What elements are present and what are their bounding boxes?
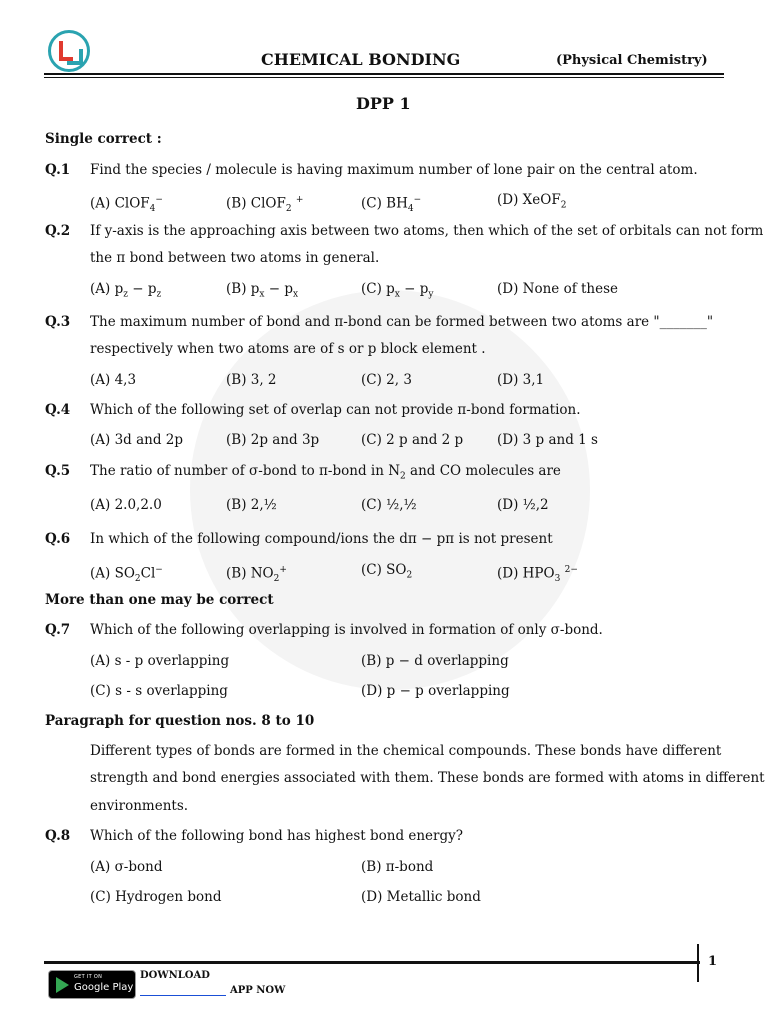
question-number: Q.8 (45, 828, 71, 844)
option-a: (A) s - p overlapping (90, 653, 230, 669)
question-text: In which of the following compound/ions the dπ − pπ is not present (90, 531, 553, 547)
option-a: (A) 3d and 2p (90, 432, 184, 448)
question-number: Q.7 (45, 622, 71, 638)
question-number: Q.2 (45, 223, 71, 239)
header-rule (44, 73, 724, 75)
paragraph-line: environments. (90, 798, 189, 814)
option-a: (A) $SO_2Cl^-$ (90, 565, 163, 585)
option-d: (D) XeOF$_2$ (497, 192, 567, 211)
option-b: (B) 2p and 3p (226, 432, 320, 448)
option-b: (B) $p_x - p_x$ (226, 281, 299, 300)
option-b: (B) π-bond (361, 859, 434, 875)
option-c: (C) 2, 3 (361, 372, 412, 388)
brand-logo (48, 30, 90, 72)
play-store-icon (56, 977, 69, 993)
option-a: (A) ClOF$_4$− (90, 195, 163, 215)
google-play-badge[interactable] (48, 970, 136, 999)
option-a: (A) σ-bond (90, 859, 163, 875)
question-text: The maximum number of bond and π-bond can be formed between two atoms are "_______" (90, 314, 714, 330)
download-link-line[interactable] (140, 995, 226, 996)
option-b: (B) 2,½ (226, 497, 277, 513)
doc-title: CHEMICAL BONDING (261, 50, 461, 69)
paragraph-line: Different types of bonds are formed in the chemical compounds. These bonds have different (90, 743, 722, 759)
option-d: (D) $HPO_3$ $^{2-}$ (497, 565, 578, 585)
footer-divider (697, 944, 699, 982)
question-text: Which of the following overlapping is involved in formation of only σ-bond. (90, 622, 603, 638)
option-d: (D) Metallic bond (361, 889, 481, 905)
page-number: 1 (708, 954, 718, 969)
question-text-line2: the π bond between two atoms in general. (90, 250, 380, 266)
app-now-label: APP NOW (230, 985, 286, 996)
question-number: Q.3 (45, 314, 71, 330)
option-d: (D) None of these (497, 281, 619, 297)
dpp-title: DPP 1 (356, 94, 411, 113)
header-rule-thin (44, 77, 724, 78)
option-d: (D) ½,2 (497, 497, 549, 513)
paragraph-line: strength and bond energies associated with them. These bonds are formed with atoms in different (90, 770, 765, 786)
option-b: (B) 3, 2 (226, 372, 277, 388)
option-b: (B) ClOF$_2$ + (226, 195, 304, 215)
option-a: (A) 2.0,2.0 (90, 497, 162, 513)
question-text: Find the species / molecule is having maximum number of lone pair on the central atom. (90, 162, 698, 178)
paragraph-heading: Paragraph for question nos. 8 to 10 (45, 713, 315, 729)
question-text: Which of the following set of overlap can not provide π-bond formation. (90, 402, 581, 418)
question-text: Which of the following bond has highest bond energy? (90, 828, 464, 844)
question-text: If y-axis is the approaching axis between two atoms, then which of the set of orbitals can not form (90, 223, 764, 239)
badge-caption: GET IT ON (74, 974, 103, 980)
option-c: (C) 2 p and 2 p (361, 432, 464, 448)
option-b: (B) $NO_2^+$ (226, 565, 287, 585)
option-d: (D) 3 p and 1 s (497, 432, 598, 448)
option-c: (C) ½,½ (361, 497, 417, 513)
option-d: (D) 3,1 (497, 372, 545, 388)
option-c: (C) Hydrogen bond (90, 889, 222, 905)
option-c: (C) $BH_4^-$ (361, 195, 422, 215)
option-c: (C) $SO_2$ (361, 562, 413, 581)
badge-store-name: Google Play (74, 982, 134, 993)
footer-rule (44, 961, 700, 964)
option-c: (C) s - s overlapping (90, 683, 228, 699)
question-text: The ratio of number of σ-bond to π-bond in $N_2$ and CO molecules are (90, 463, 561, 482)
section-heading: More than one may be correct (45, 592, 274, 608)
question-number: Q.1 (45, 162, 71, 178)
option-c: (C) $p_x - p_y$ (361, 281, 434, 300)
option-a: (A) $p_z - p_z$ (90, 281, 162, 300)
option-d: (D) p − p overlapping (361, 683, 510, 699)
question-number: Q.5 (45, 463, 71, 479)
doc-subject: (Physical Chemistry) (556, 53, 708, 68)
download-label: DOWNLOAD (140, 970, 210, 981)
option-b: (B) p − d overlapping (361, 653, 509, 669)
option-a: (A) 4,3 (90, 372, 137, 388)
question-number: Q.4 (45, 402, 71, 418)
section-heading: Single correct : (45, 131, 162, 147)
question-number: Q.6 (45, 531, 71, 547)
question-text-line2: respectively when two atoms are of s or p block element . (90, 341, 486, 357)
